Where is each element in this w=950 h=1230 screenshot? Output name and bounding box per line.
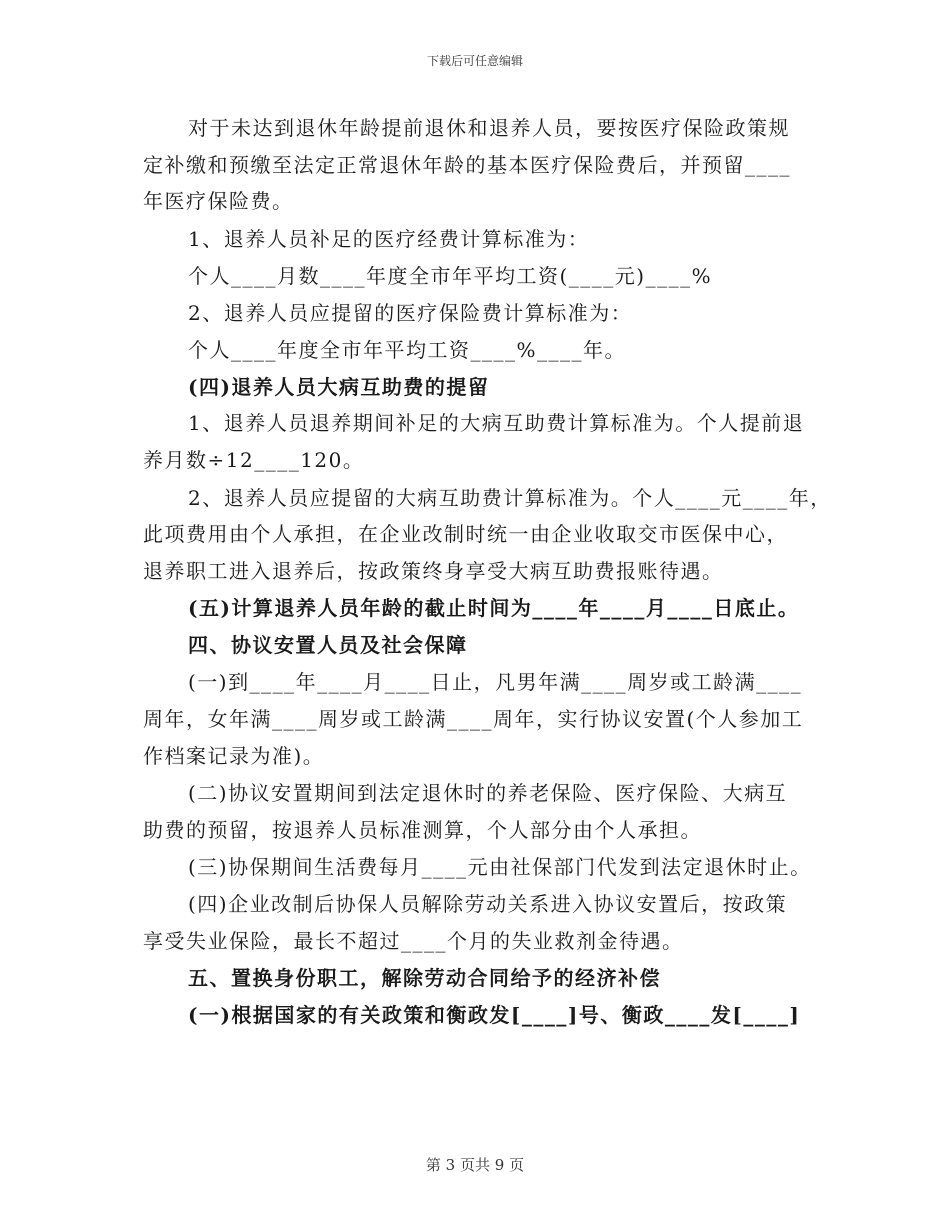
paragraph-line: 1、退养人员补足的医疗经费计算标准为： — [188, 227, 590, 251]
paragraph-line: 个人____月数____年度全市年平均工资(____元)____% — [188, 264, 713, 288]
section-heading: 四、协议安置人员及社会保障 — [188, 633, 468, 657]
section-heading: (一)根据国家的有关政策和衡政发[____]号、衡政____发[____] — [188, 1003, 801, 1027]
section-heading: (五)计算退养人员年龄的截止时间为____年____月____日底止。 — [188, 596, 800, 620]
paragraph-line: 周年，女年满____周岁或工龄满____周年，实行协议安置(个人参加工 — [143, 707, 804, 731]
paragraph-line: 1、退养人员退养期间补足的大病互助费计算标准为。个人提前退 — [188, 411, 805, 435]
paragraph-line: 助费的预留，按退养人员标准测算，个人部分由个人承担。 — [143, 818, 702, 842]
paragraph-line: 此项费用由个人承担，在企业改制时统一由企业收取交市医保中心， — [143, 522, 788, 546]
page-header: 下载后可任意编辑 — [426, 54, 523, 68]
paragraph-line: 个人____年度全市年平均工资____%____年。 — [188, 338, 627, 362]
page-footer: 第 3 页共 9 页 — [425, 1156, 525, 1174]
paragraph-line: 退养职工进入退养后，按政策终身享受大病互助费报账待遇。 — [143, 559, 724, 583]
section-heading: (四)退养人员大病互助费的提留 — [188, 375, 490, 399]
paragraph-line: 年医疗保险费。 — [143, 189, 294, 213]
paragraph-line: (二)协议安置期间到法定退休时的养老保险、医疗保险、大病互 — [188, 781, 788, 805]
paragraph-line: (一)到____年____月____日止，凡男年满____周岁或工龄满____ — [188, 670, 803, 694]
paragraph-line: 对于未达到退休年龄提前退休和退养人员，要按医疗保险政策规 — [188, 116, 790, 140]
paragraph-line: 养月数÷12____120。 — [143, 448, 365, 472]
paragraph-line: 定补缴和预缴至法定正常退休年龄的基本医疗保险费后，并预留____ — [143, 153, 791, 177]
section-heading: 五、置换身份职工，解除劳动合同给予的经济补偿 — [188, 966, 661, 990]
paragraph-line: 享受失业保险，最长不超过____个月的失业救剂金待遇。 — [143, 929, 684, 953]
paragraph-line: 2、退养人员应提留的大病互助费计算标准为。个人____元____年， — [188, 486, 832, 510]
paragraph-line: (四)企业改制后协保人员解除劳动关系进入协议安置后，按政策 — [188, 892, 788, 916]
paragraph-line: (三)协保期间生活费每月____元由社保部门代发到法定退休时止。 — [188, 855, 812, 879]
paragraph-line: 作档案记录为准)。 — [143, 744, 325, 768]
paragraph-line: 2、退养人员应提留的医疗保险费计算标准为： — [188, 301, 633, 325]
